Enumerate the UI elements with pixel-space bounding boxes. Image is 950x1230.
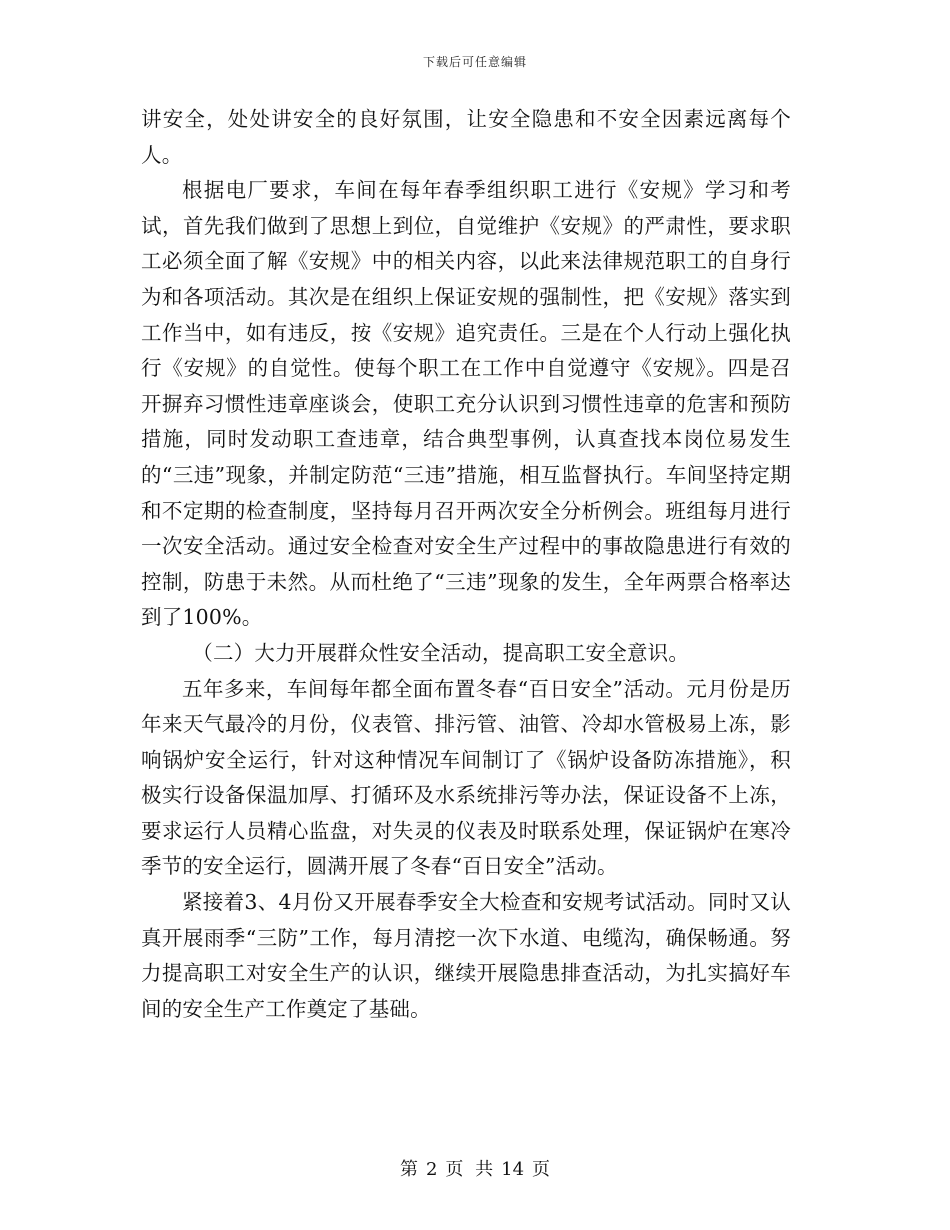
page-footer <box>0 1155 950 1181</box>
section-heading: （二）大力开展群众性安全活动，提高职工安全意识。 <box>192 640 690 665</box>
footer-total-pages: 14 <box>501 1159 525 1180</box>
paragraph-continuation: 讲安全，处处讲安全的良好氛围，让安全隐患和不安全因素远离每个人。 <box>141 107 791 167</box>
footer-suffix: 页 <box>532 1159 551 1180</box>
paragraph-hundred-days: 五年多来，车间每年都全面布置冬春“百日安全”活动。元月份是历年来天气最冷的月份，仪表管、排污管、油管、冷却水管极易上冻，影响锅炉安全运行，针对这种情况车间制订了《锅炉设备防冻措施》，积极实行设备保温加厚、打循环及水系统排污等办法，保证设备不上冻，要求运行人员精心监盘，对失灵的仪表及时联系处理，保证锅炉在寒冷季节的安全运行，圆满开展了冬春“百日安全”活动。 <box>141 676 791 879</box>
footer-middle: 页 共 <box>445 1159 494 1180</box>
footer-prefix: 第 <box>399 1159 418 1180</box>
paragraph-safety-rules: 根据电厂要求，车间在每年春季组织职工进行《安规》学习和考试，首先我们做到了思想上到位，自觉维护《安规》的严肃性，要求职工必须全面了解《安规》中的相关内容，以此来法律规范职工的自身行为和各项活动。其次是在组织上保证安规的强制性，把《安规》落实到工作当中，如有违反，按《安规》追究责任。三是在个人行动上强化执行《安规》的自觉性。使每个职工在工作中自觉遵守《安规》。四是召开摒弃习惯性违章座谈会，使职工充分认识到习惯性违章的危害和预防措施，同时发动职工查违章，结合典型事例，认真查找本岗位易发生的“三违”现象，并制定防范“三违”措施，相互监督执行。车间坚持定期和不定期的检查制度，坚持每月召开两次安全分析例会。班组每月进行一次安全活动。通过安全检查对安全生产过程中的事故隐患进行有效的控制，防患于未然。从而杜绝了“三违”现象的发生，全年两票合格率达到了100%。 <box>141 178 791 630</box>
footer-page-number: 2 <box>425 1159 438 1180</box>
paragraph-spring-inspection: 紧接着3、4月份又开展春季安全大检查和安规考试活动。同时又认真开展雨季“三防”工作，每月清挖一次下水道、电缆沟，确保畅通。努力提高职工对安全生产的认识，继续开展隐患排查活动，为扎实搞好车间的安全生产工作奠定了基础。 <box>141 890 791 1021</box>
document-body <box>141 102 791 1027</box>
page-header: 下载后可任意编辑 <box>422 55 527 69</box>
